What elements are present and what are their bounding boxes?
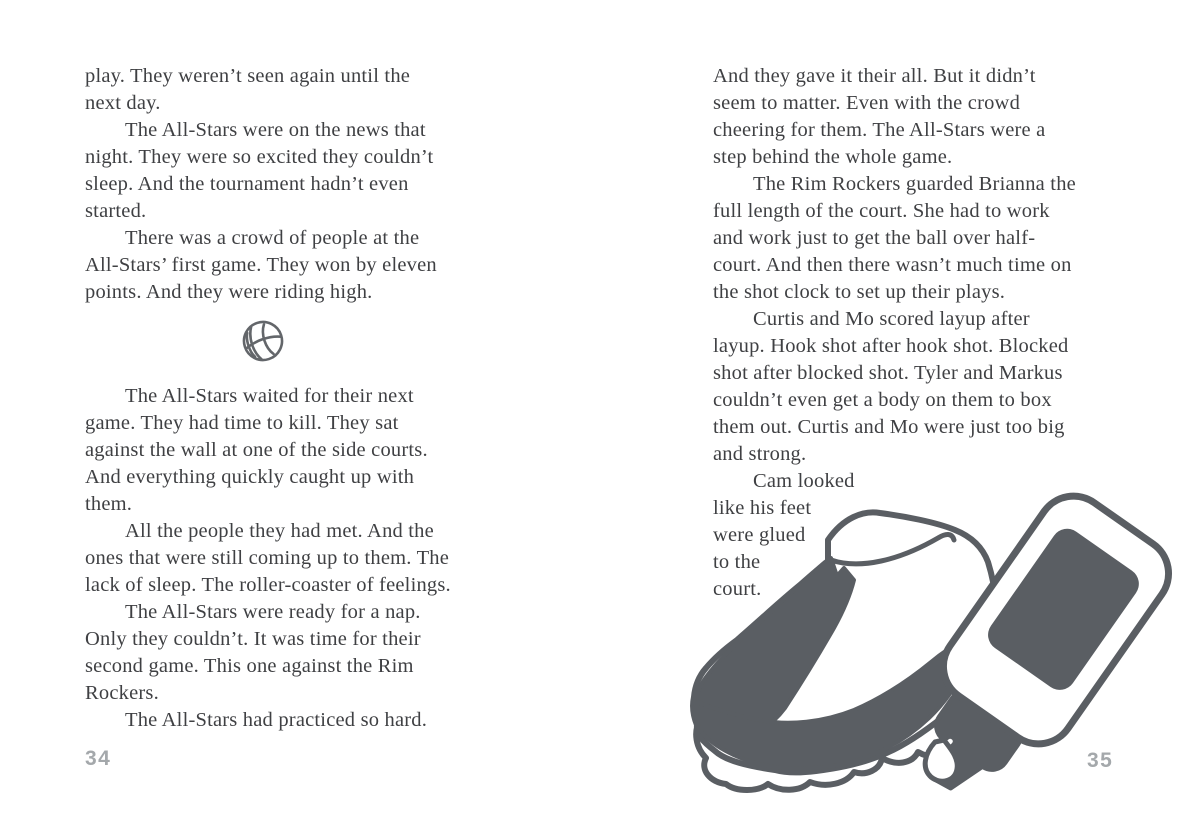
text-line: play. They weren’t seen again until the	[85, 65, 411, 87]
text-line: The All-Stars waited for their next	[125, 385, 414, 407]
left-paragraph-block-1	[85, 63, 515, 306]
text-line: and work just to get the ball over half-	[713, 227, 1036, 249]
text-line: started.	[85, 200, 147, 222]
text-line: Rockers.	[85, 682, 159, 704]
text-line: seem to matter. Even with the crowd	[713, 92, 1021, 114]
basketball-icon	[241, 319, 285, 363]
text-line: There was a crowd of people at the	[125, 227, 420, 249]
text-line: and strong.	[713, 443, 807, 465]
text-line: next day.	[85, 92, 161, 114]
text-line: All-Stars’ first game. They won by eleven	[85, 254, 437, 276]
text-line: cheering for them. The All-Stars were a	[713, 119, 1046, 141]
left-page-number: 34	[85, 747, 112, 770]
section-divider	[85, 306, 515, 383]
text-line: against the wall at one of the side courts.	[85, 439, 428, 461]
text-line: step behind the whole game.	[713, 146, 953, 168]
text-line: like his feet	[713, 497, 812, 519]
text-line: them out. Curtis and Mo were just too big	[713, 416, 1065, 438]
text-line: shot after blocked shot. Tyler and Markus	[713, 362, 1063, 384]
text-line: full length of the court. She had to work	[713, 200, 1050, 222]
text-line: to the	[713, 551, 761, 573]
text-line: points. And they were riding high.	[85, 281, 373, 303]
text-line: The Rim Rockers guarded Brianna the	[753, 173, 1076, 195]
left-paragraph-block-2	[85, 383, 515, 734]
text-line: them.	[85, 493, 133, 515]
text-line: night. They were so excited they couldn’t	[85, 146, 434, 168]
text-line: sleep. And the tournament hadn’t even	[85, 173, 409, 195]
text-line: couldn’t even get a body on them to box	[713, 389, 1052, 411]
left-page-text-column	[85, 63, 515, 734]
text-line: were glued	[713, 524, 806, 546]
text-line: second game. This one against the Rim	[85, 655, 414, 677]
text-line: Cam looked	[753, 470, 855, 492]
text-line: The All-Stars were on the news that	[125, 119, 426, 141]
text-line: The All-Stars had practiced so hard.	[125, 709, 428, 731]
right-page-number: 35	[1087, 749, 1114, 772]
text-line: court.	[713, 578, 762, 600]
text-line: Curtis and Mo scored layup after	[753, 308, 1030, 330]
text-line: ones that were still coming up to them. The	[85, 547, 450, 569]
text-line: layup. Hook shot after hook shot. Blocked	[713, 335, 1069, 357]
text-line: the shot clock to set up their plays.	[713, 281, 1006, 303]
text-line: And they gave it their all. But it didn’t	[713, 65, 1036, 87]
text-line: All the people they had met. And the	[125, 520, 434, 542]
text-line: lack of sleep. The roller-coaster of feelings.	[85, 574, 451, 596]
text-line: The All-Stars were ready for a nap.	[125, 601, 421, 623]
text-line: And everything quickly caught up with	[85, 466, 415, 488]
text-line: Only they couldn’t. It was time for their	[85, 628, 421, 650]
text-line: game. They had time to kill. They sat	[85, 412, 399, 434]
text-line: court. And then there wasn’t much time on	[713, 254, 1072, 276]
